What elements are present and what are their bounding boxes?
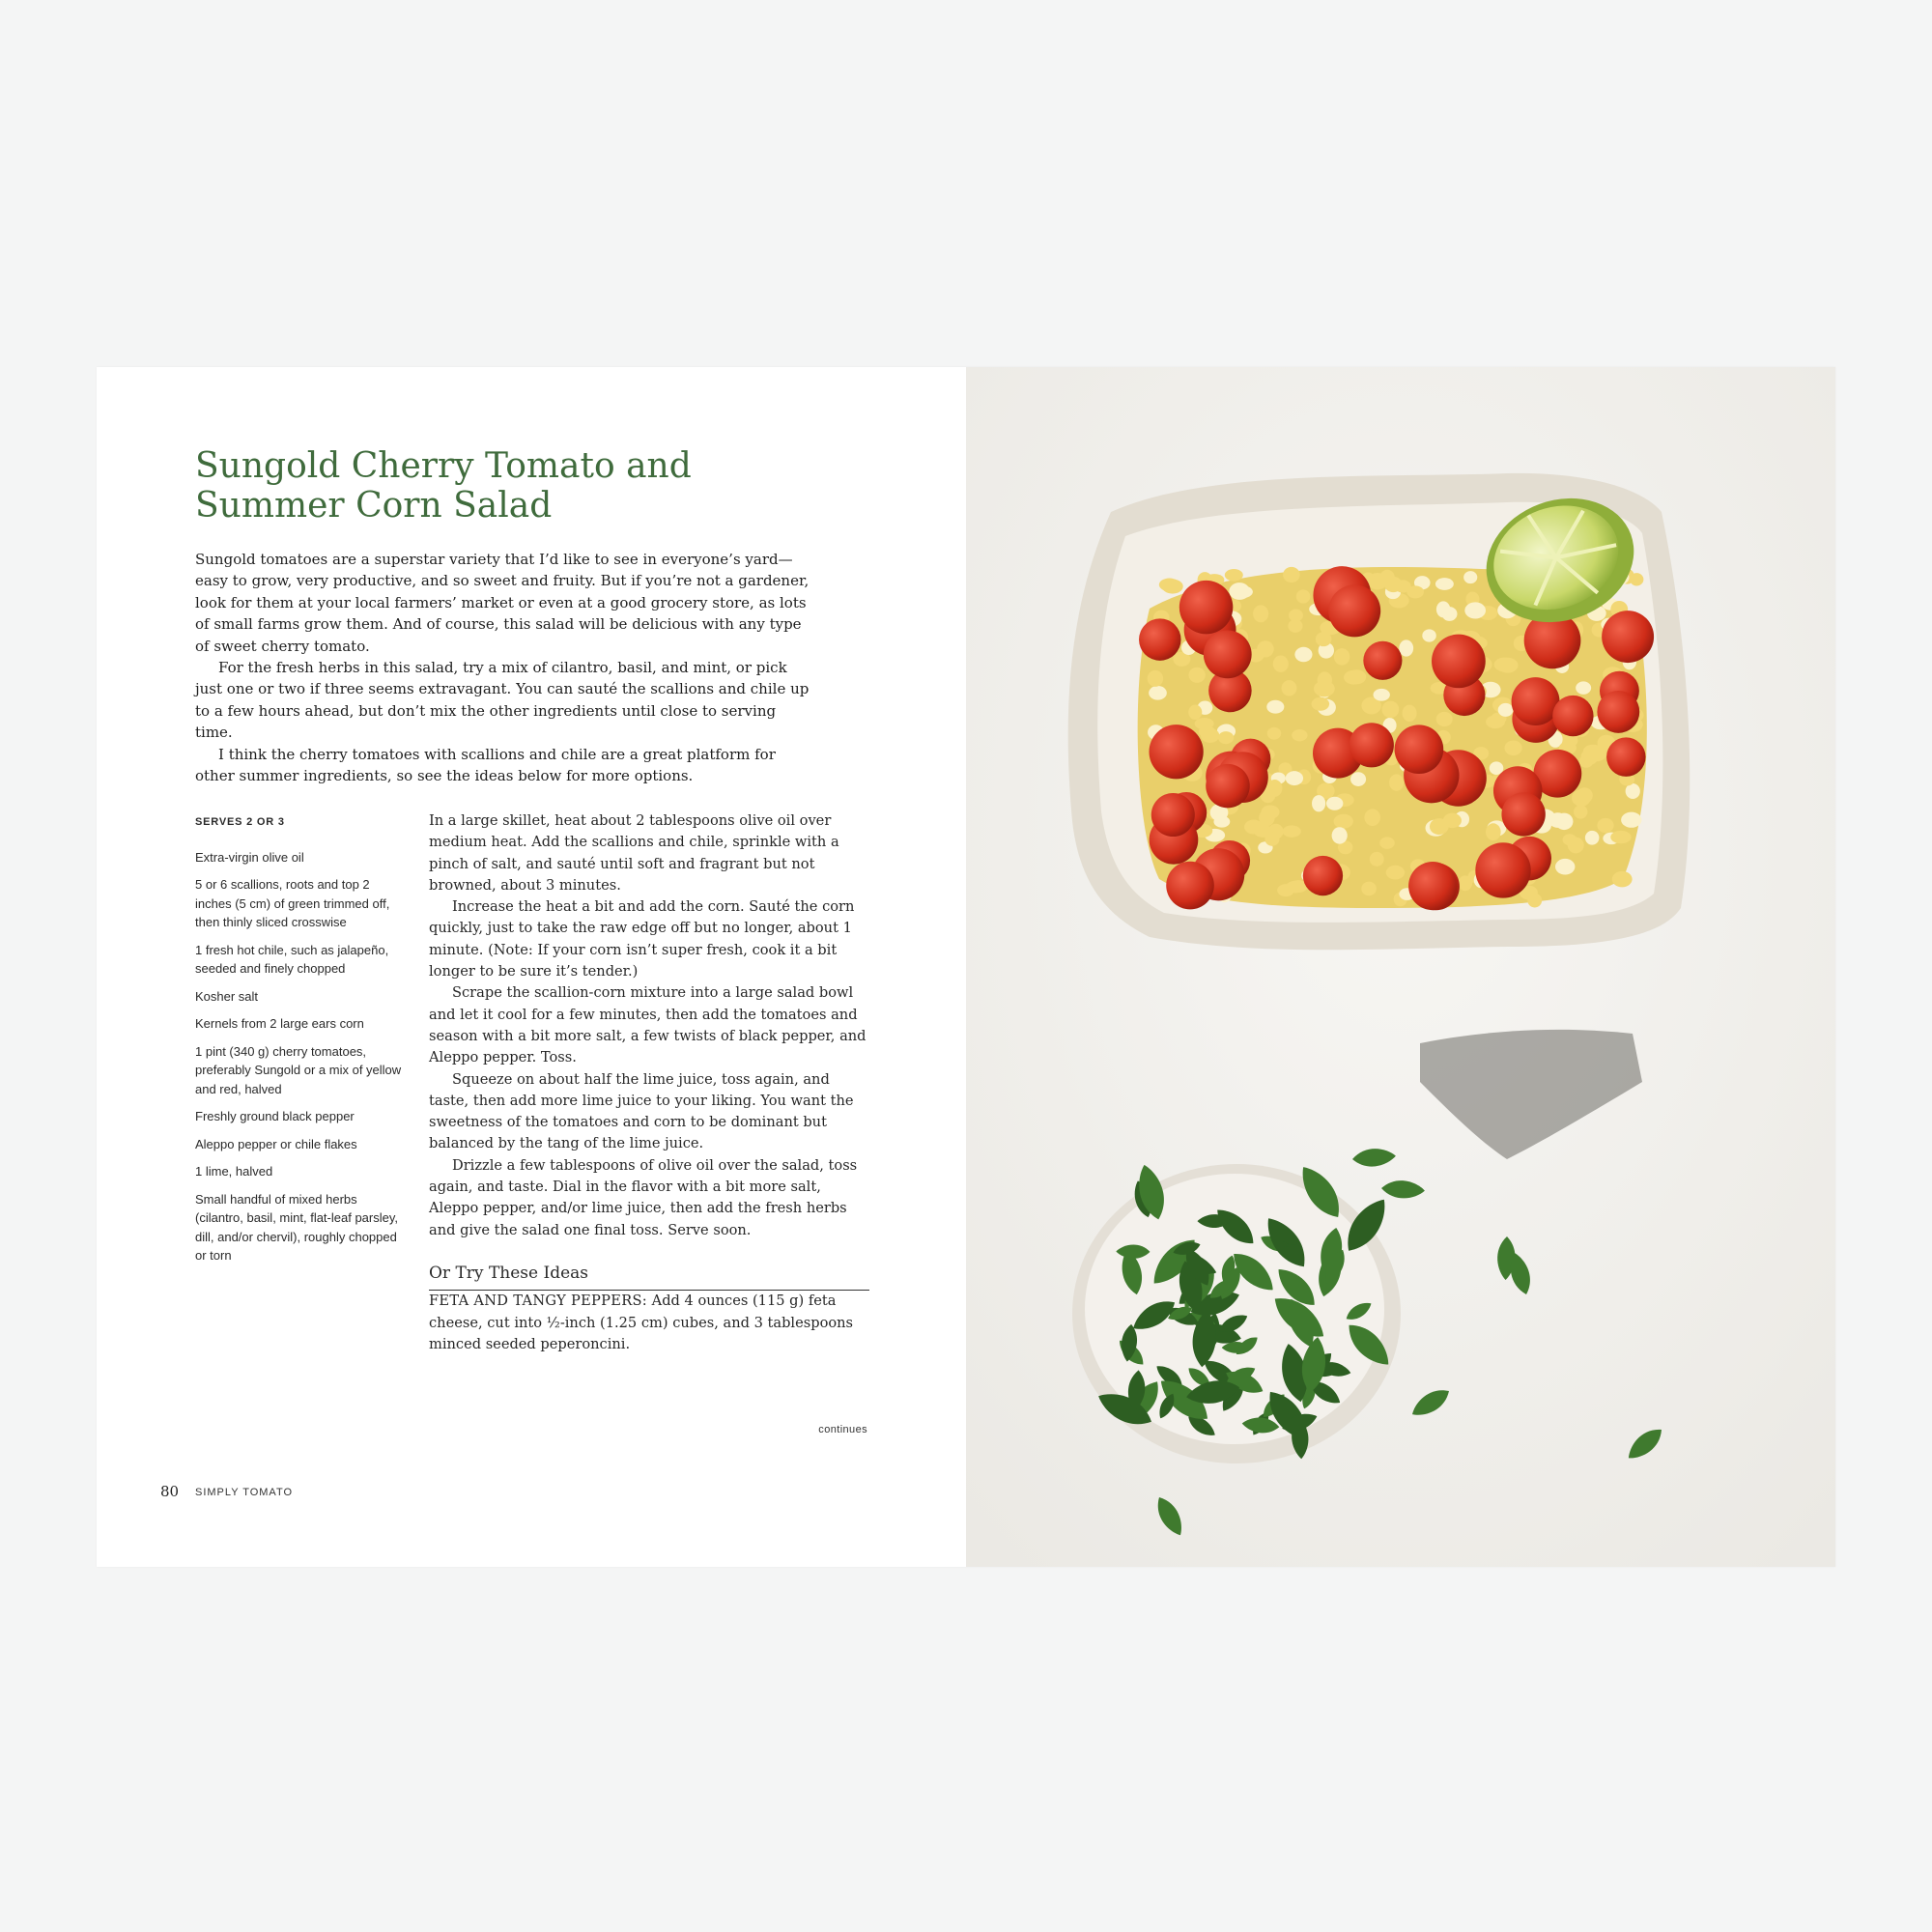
corn-kernel [1379,570,1394,586]
intro-paragraph: For the fresh herbs in this salad, try a mix of cilantro, basil, and mint, or pick just one or two if three seems extravagant. You can sauté the scallions and chile up to a few hours ahead, but don’t mix the other ingredients until close to serving time. [195,659,810,742]
photo-illustration [966,367,1835,1567]
corn-kernel [1213,816,1230,828]
recipe-intro [195,549,813,786]
ingredient-item: Small handful of mixed herbs (cilantro, basil, mint, flat-leaf parsley, dill, and/or chervil), roughly chopped or torn [195,1191,398,1263]
corn-kernel [1312,697,1330,711]
corn-kernel [1326,797,1343,810]
corn-kernel [1379,837,1395,848]
ingredient-item: Kosher salt [195,988,259,1004]
ingredient-item: Aleppo pepper or chile flakes [195,1136,357,1151]
cherry-tomato [1512,677,1560,725]
corn-kernel [1233,585,1253,598]
corn-kernel [1266,700,1284,714]
corn-kernel [1267,727,1282,740]
ideas-heading: Or Try These Ideas [429,1263,869,1291]
corn-kernel [1382,701,1400,719]
corn-kernel [1364,809,1380,826]
cherry-tomato [1395,724,1444,774]
idea-label: FETA AND TANGY PEPPERS: [429,1293,648,1310]
corn-kernel [1195,718,1214,729]
ingredient-list [195,848,403,1265]
corn-kernel [1244,820,1263,835]
corn-kernel [1253,605,1268,622]
corn-kernel [1458,875,1472,891]
salad-bowl-photo [966,367,1835,1567]
corn-kernel [1406,585,1424,598]
cherry-tomato [1501,792,1545,836]
method-step: Scrape the scallion-corn mixture into a large salad bowl and let it cool for a few minutes, then add the tomatoes and season with a bit more salt, a few twists of black pepper, and Aleppo pepper. Toss. [429,984,867,1066]
ingredient-item: 5 or 6 scallions, roots and top 2 inches (5 cm) of green trimmed off, then thinly sliced crosswise [195,877,390,929]
corn-kernel [1576,681,1591,694]
corn-kernel [1612,871,1633,887]
corn-kernel [1264,833,1279,846]
corn-kernel [1389,774,1404,790]
corn-kernel [1348,669,1366,684]
cherry-tomato [1149,724,1203,779]
cherry-tomato [1151,793,1195,837]
ingredient-item: Kernels from 2 large ears corn [195,1016,364,1031]
corn-kernel [1288,619,1302,633]
method-step: Squeeze on about half the lime juice, toss again, and taste, then add more lime juice to your liking. You want the sweetness of the tomatoes and corn to be dominant but balanced by the tang of the lime juice. [429,1070,854,1152]
corn-kernel [1585,831,1600,845]
serves-label: SERVES 2 OR 3 [195,816,285,828]
corn-kernel [1374,689,1390,701]
corn-kernel [1386,866,1405,880]
corn-kernel [1422,629,1435,641]
intro-paragraph: I think the cherry tomatoes with scallions and chile are a great platform for other summer ingredients, so see the ideas below for more options. [195,745,776,785]
corn-kernel [1334,648,1350,666]
corn-kernel [1435,578,1454,590]
corn-kernel [1399,639,1413,656]
method-step: Increase the heat a bit and add the corn. Sauté the corn quickly, just to take the raw edge off but no longer, about 1 minute. (Note: If your corn isn’t super fresh, cook it a bit longer to be sure it’s tender.) [429,898,855,980]
corn-kernel [1149,686,1167,700]
corn-kernel [1486,823,1501,840]
ingredients-column [195,813,403,1274]
cherry-tomato [1602,611,1654,663]
method-step: Drizzle a few tablespoons of olive oil over the salad, toss again, and taste. Dial in the flavor with a bit more salt, Aleppo pepper, and/or lime juice, then add the fresh herbs and give the salad one final toss. Serve soon. [429,1156,858,1238]
corn-kernel [1334,814,1353,829]
corn-kernel [1296,589,1310,603]
cherry-tomato [1432,635,1486,689]
corn-kernel [1162,580,1183,594]
corn-kernel [1312,795,1325,811]
corn-kernel [1201,728,1219,743]
ingredient-item: 1 lime, halved [195,1164,273,1179]
running-head: SIMPLY TOMATO [195,1487,294,1498]
ingredient-item: Freshly ground black pepper [195,1109,355,1123]
ingredient-item: 1 fresh hot chile, such as jalapeño, seeded and finely chopped [195,942,389,976]
page-number: 80 [160,1483,180,1500]
corn-kernel [1443,813,1462,828]
corn-kernel [1436,712,1453,726]
left-page [97,367,966,1567]
cherry-tomato [1166,862,1214,910]
corn-kernel [1261,805,1279,818]
corn-kernel [1350,772,1366,786]
corn-kernel [1370,852,1384,867]
cherry-tomato [1363,641,1402,680]
corn-kernel [1267,780,1283,797]
corn-kernel [1572,789,1591,806]
corn-kernel [1273,656,1289,672]
cherry-tomato [1139,618,1181,661]
cherry-tomato [1597,691,1639,733]
method-column [429,810,869,1355]
cherry-tomato [1606,737,1645,776]
corn-kernel [1332,827,1348,843]
corn-kernel [1498,703,1514,717]
book-spread [97,367,1835,1567]
corn-kernel [1490,761,1504,775]
corn-kernel [1597,818,1613,833]
cherry-tomato [1552,696,1593,736]
corn-kernel [1574,805,1587,818]
corn-kernel [1277,884,1294,896]
cherry-tomato [1328,584,1380,637]
idea-paragraph [429,1291,869,1355]
corn-kernel [1294,647,1312,662]
corn-kernel [1494,658,1516,672]
method-step: In a large skillet, heat about 2 tablespoons olive oil over medium heat. Add the scallions and chile, sprinkle with a pinch of salt, and sauté until soft and fragrant but not browned, about 3 minutes. [429,812,839,894]
cherry-tomato [1350,723,1394,767]
corn-kernel [1563,834,1577,845]
corn-kernel [1504,740,1521,755]
corn-kernel [1621,812,1641,828]
recipe-title-line-2: Summer Corn Salad [195,486,553,526]
corn-kernel [1188,705,1202,720]
corn-kernel [1464,602,1486,618]
recipe-title-line-1: Sungold Cherry Tomato and [195,446,692,486]
corn-kernel [1148,670,1164,687]
ingredient-item: 1 pint (340 g) cherry tomatoes, preferably Sungold or a mix of yellow and red, halved [195,1043,402,1096]
corn-kernel [1225,569,1243,582]
recipe-title [195,446,794,526]
corn-kernel [1314,680,1335,696]
continues-label: continues [818,1424,867,1435]
cherry-tomato [1179,581,1234,635]
corn-kernel [1286,771,1303,785]
corn-kernel [1555,859,1575,875]
corn-kernel [1463,571,1477,583]
intro-paragraph: Sungold tomatoes are a superstar variety that I’d like to see in everyone’s yard—easy to grow, very productive, and so sweet and fruity. But if you’re not a gardener, look for them at your local farmers’ market or even at a good grocery store, as lots of small farms grow them. And of course, this salad will be delicious with any type of sweet cherry tomato. [195,551,810,655]
corn-kernel [1188,668,1205,683]
corn-kernel [1292,729,1307,741]
corn-kernel [1436,601,1451,617]
corn-kernel [1282,680,1297,696]
corn-kernel [1283,567,1300,582]
corn-kernel [1218,731,1234,744]
corn-kernel [1283,825,1301,837]
cherry-tomato [1204,631,1252,679]
idea-text: Add 4 ounces (115 g) feta cheese, cut into ½-inch (1.25 cm) cubes, and 3 tablespoons minced seeded peperoncini. [429,1293,854,1352]
corn-kernel [1610,831,1631,843]
cherry-tomato [1475,842,1530,897]
cherry-tomato [1408,862,1457,910]
corn-kernel [1361,882,1377,896]
ingredient-item: Extra-virgin olive oil [195,849,304,865]
cherry-tomato [1206,764,1250,809]
corn-kernel [1403,705,1417,722]
cherry-tomato [1303,856,1343,895]
